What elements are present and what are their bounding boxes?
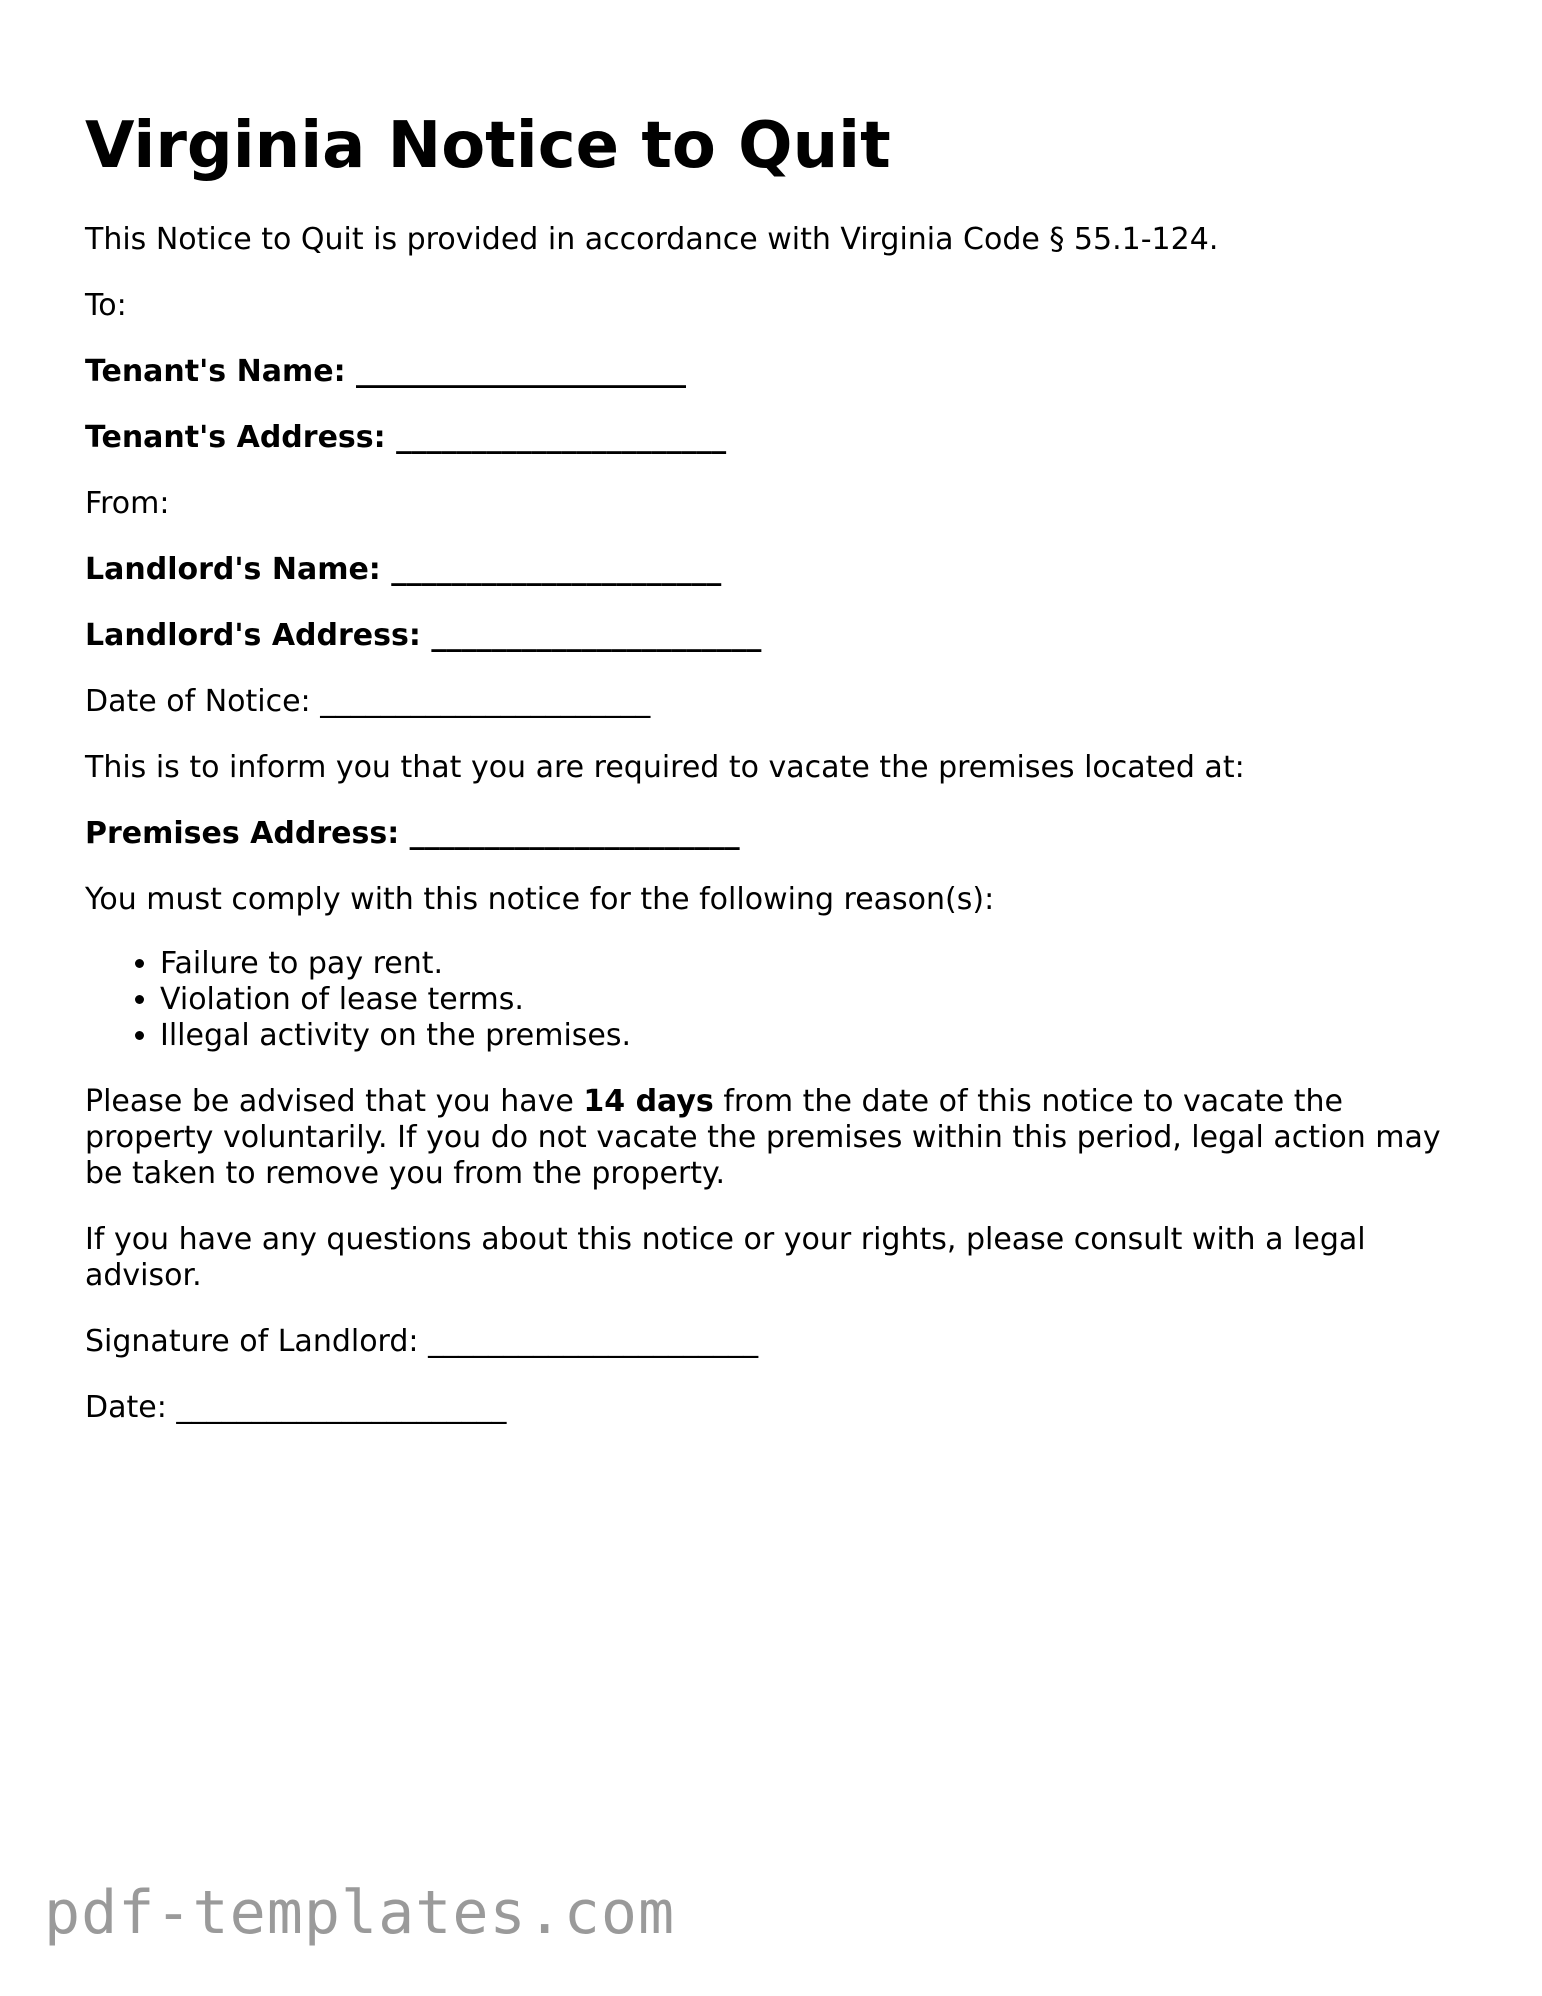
signature-field	[85, 1324, 758, 1360]
advisory-after: from the date of this notice to vacate the property voluntarily. If you do not vacate the premises within this period, legal action may be taken to remove you from the property.	[85, 1084, 1441, 1191]
landlord-name-field	[85, 552, 721, 588]
date-label: Date:	[85, 1390, 167, 1425]
date-of-notice-label: Date of Notice:	[85, 684, 311, 719]
questions-paragraph: If you have any questions about this notice or your rights, please consult with a legal advisor.	[85, 1222, 1366, 1293]
tenant-address-field	[85, 420, 726, 456]
landlord-address-blank[interactable]: ______________________	[431, 618, 762, 653]
signature-label: Signature of Landlord:	[85, 1324, 419, 1359]
premises-address-field	[85, 816, 740, 852]
signature-blank[interactable]: ______________________	[428, 1324, 759, 1359]
page-title: Virginia Notice to Quit	[85, 109, 891, 183]
reason-item: • Illegal activity on the premises.	[160, 1018, 631, 1054]
tenant-address-label: Tenant's Address:	[85, 420, 386, 455]
landlord-address-field	[85, 618, 761, 654]
tenant-address-blank[interactable]: ______________________	[396, 420, 727, 455]
tenant-name-label: Tenant's Name:	[85, 354, 346, 389]
advisory-emphasis: 14 days	[583, 1084, 714, 1119]
premises-address-blank[interactable]: ______________________	[409, 816, 740, 851]
tenant-name-field	[85, 354, 686, 390]
date-field	[85, 1390, 506, 1426]
advisory-before: Please be advised that you have	[85, 1084, 584, 1119]
landlord-name-blank[interactable]: ______________________	[391, 552, 722, 587]
date-blank[interactable]: ______________________	[176, 1390, 507, 1425]
reasons-intro: You must comply with this notice for the following reason(s):	[85, 882, 995, 917]
advisory-paragraph	[85, 1084, 1465, 1192]
to-label: To:	[85, 288, 127, 323]
tenant-name-blank[interactable]: ______________________	[356, 354, 687, 389]
premises-address-label: Premises Address:	[85, 816, 400, 851]
date-of-notice-field	[85, 684, 650, 720]
from-label: From:	[85, 486, 170, 521]
date-of-notice-blank[interactable]: ______________________	[320, 684, 651, 719]
watermark: pdf-templates.com	[44, 1878, 676, 1948]
reason-item: • Violation of lease terms.	[160, 982, 631, 1018]
landlord-address-label: Landlord's Address:	[85, 618, 421, 653]
inform-text: This is to inform you that you are required to vacate the premises located at:	[85, 750, 1245, 785]
intro-text: This Notice to Quit is provided in accordance with Virginia Code § 55.1-124.	[85, 222, 1219, 257]
reason-item: • Failure to pay rent.	[160, 946, 631, 982]
landlord-name-label: Landlord's Name:	[85, 552, 381, 587]
reasons-list	[85, 946, 631, 1054]
